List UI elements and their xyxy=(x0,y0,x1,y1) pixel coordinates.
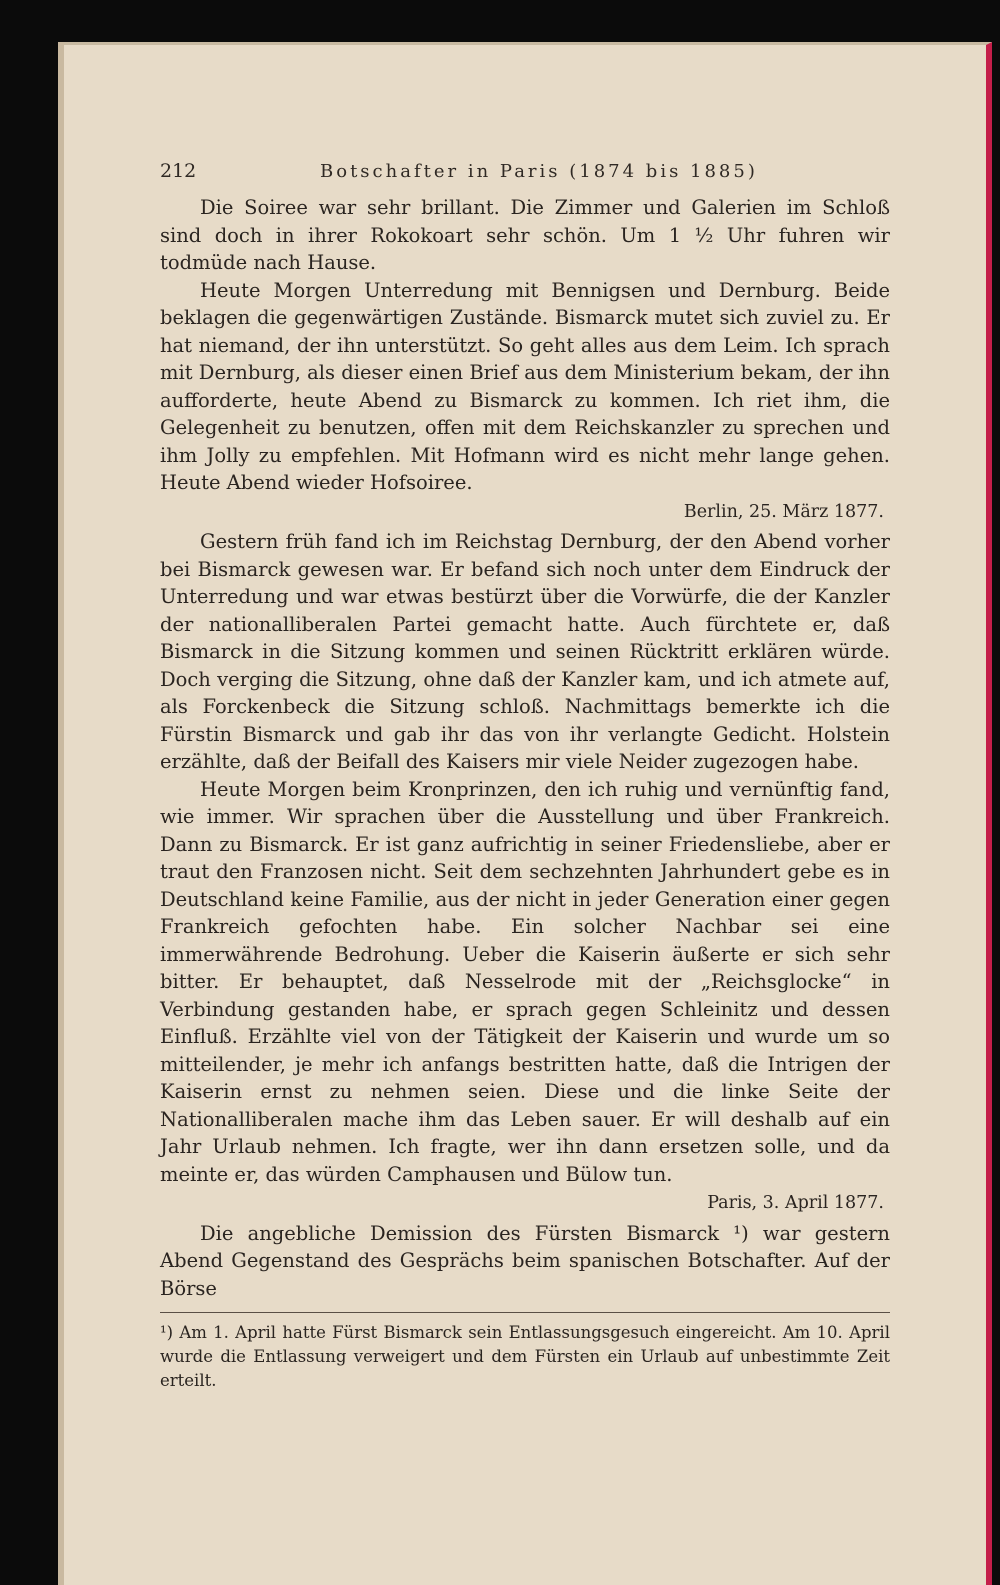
running-title: Botschafter in Paris (1874 bis 1885) xyxy=(320,161,758,182)
page-number: 212 xyxy=(160,160,197,182)
paragraph: Heute Morgen beim Kronprinzen, den ich ruhig und vernünftig fand, wie immer. Wir sprachen über die Ausstellung und über Frankreich. Dann zu Bismarck. Er ist ganz aufrichtig in seiner Friedensliebe, aber er traut den Franzosen nicht. Seit dem sechzehnten Jahrhundert gebe es in Deutschland keine Familie, aus der nicht in jeder Generation einer gegen Frankreich gefochten habe. Ein solcher Nachbar sei eine immerwährende Bedrohung. Ueber die Kaiserin äußerte er sich sehr bitter. Er behauptet, daß Nesselrode mit der „Reichsglocke“ in Verbindung gestanden habe, er sprach gegen Schleinitz und dessen Einfluß. Erzählte viel von der Tätigkeit der Kaiserin und wurde um so mitteilender, je mehr ich anfangs bestritten hatte, daß die Intrigen der Kaiserin ernst zu nehmen seien. Diese und die linke Seite der Nationalliberalen mache ihm das Leben sauer. Er will deshalb auf ein Jahr Urlaub nehmen. Ich fragte, wer ihn dann ersetzen solle, und da meinte er, das würden Camphausen und Bülow tun. xyxy=(160,777,890,1186)
page-gutter xyxy=(58,42,64,1585)
footnote-divider xyxy=(160,1312,890,1313)
page-header xyxy=(160,158,890,188)
dateline: Berlin, 25. März 1877. xyxy=(683,501,884,522)
paragraph: Gestern früh fand ich im Reichstag Dernburg, der den Abend vorher bei Bismarck gewesen war. Er befand sich noch unter dem Eindruck der Unterredung und war etwas bestürzt über die Vorwürfe, die der Kanzler der nationalliberalen Partei gemacht hatte. Auch fürchtete er, daß Bismarck in die Sitzung kommen und seinen Rücktritt erklären würde. Doch verging die Sitzung, ohne daß der Kanzler kam, und ich atmete auf, als Forckenbeck die Sitzung schloß. Nachmittags bemerkte ich die Fürstin Bismarck und gab ihr das von ihr verlangte Gedicht. Holstein erzählte, daß der Beifall des Kaisers mir viele Neider zugezogen habe. xyxy=(160,530,890,773)
dateline: Paris, 3. April 1877. xyxy=(707,1193,884,1213)
footnote: ¹) Am 1. April hatte Fürst Bismarck sein Entlassungsgesuch eingereicht. Am 10. April wurde die Entlassung verweigert und dem Fürsten ein Urlaub auf unbestimmte Zeit erteilt. xyxy=(160,1323,890,1390)
paragraph: Die angebliche Demission des Fürsten Bismarck ¹) war gestern Abend Gegenstand des Gesprächs beim spanischen Botschafter. Auf der Börse xyxy=(160,1221,890,1300)
page-content xyxy=(160,158,890,1393)
paragraph: Die Soiree war sehr brillant. Die Zimmer und Galerien im Schloß sind doch in ihrer Rokokoart sehr schön. Um 1 ½ Uhr fuhren wir todmüde nach Hause. xyxy=(160,196,890,274)
paragraph: Heute Morgen Unterredung mit Bennigsen und Dernburg. Beide beklagen die gegenwärtigen Zustände. Bismarck mutet sich zuviel zu. Er hat niemand, der ihn unterstützt. So geht alles aus dem Leim. Ich sprach mit Dernburg, als dieser einen Brief aus dem Ministerium bekam, der ihn aufforderte, heute Abend zu Bismarck zu kommen. Ich riet ihm, die Gelegenheit zu benutzen, offen mit dem Reichskanzler zu sprechen und ihm Jolly zu empfehlen. Mit Hofmann wird es nicht mehr lange gehen. Heute Abend wieder Hofsoiree. xyxy=(160,278,890,494)
